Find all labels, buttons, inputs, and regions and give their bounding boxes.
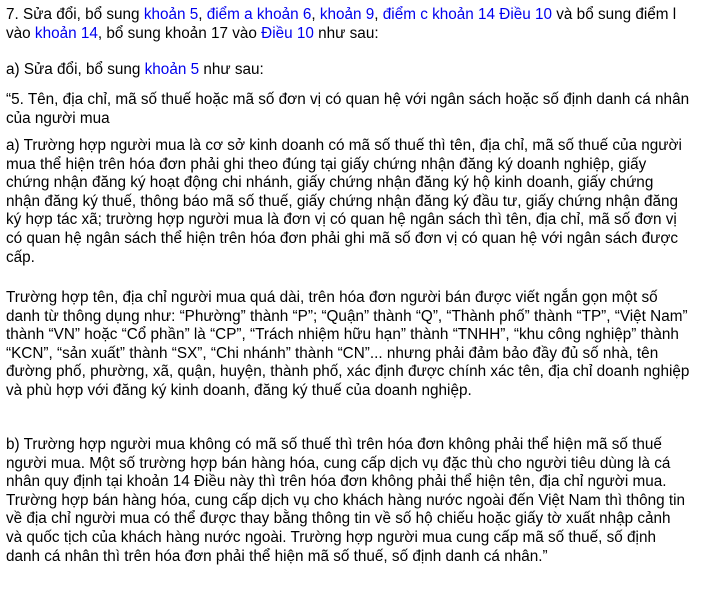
clause-5-title: “5. Tên, địa chỉ, mã số thuế hoặc mã số đơn vị có quan hệ với ngân sách hoặc số định danh cá nhân của người mua	[6, 91, 690, 127]
intro-text-4: ,	[374, 6, 383, 23]
link-khoan-9[interactable]: khoản 9	[319, 6, 375, 23]
intro-text-1: 7. Sửa đổi, bổ sung	[6, 6, 144, 23]
intro-text-8: như sau:	[313, 24, 379, 42]
intro-text-6: và bổ sung điểm l vào	[6, 6, 677, 42]
link-khoan-5[interactable]: khoản 5	[143, 6, 199, 23]
sub-a-text-1: a) Sửa đổi, bổ sung	[6, 61, 145, 78]
intro-text-3: ,	[311, 6, 320, 23]
paragraph-point-b: b) Trường hợp người mua không có mã số thuế thì trên hóa đơn không phải thể hiện mã số thuế người mua. Một số trường hợp bán hàng hóa, cung cấp dịch vụ đặc thù cho người tiêu dùng là cá nhân quy định tại khoản 14 Điều này thì trên hóa đơn không phải thể hiện tên, địa chỉ người mua. Trường hợp bán hàng hóa, cung cấp dịch vụ cho khách hàng nước ngoài đến Việt Nam thì thông tin về địa chỉ người mua có thể được thay bằng thông tin về số hộ chiếu hoặc giấy tờ xuất nhập cảnh và quốc tịch của khách hàng nước ngoài. Trường hợp người mua cung cấp mã số thuế, số định danh cá nhân thì trên hóa đơn phải thể hiện mã số thuế, số định danh cá nhân.”	[6, 436, 686, 565]
link-diem-a-khoan-6[interactable]: điểm a khoản 6	[206, 6, 312, 23]
link-khoan-14[interactable]: khoản 14	[34, 24, 98, 42]
link-diem-c-khoan-14[interactable]: điểm c khoản 14	[382, 6, 496, 23]
amendment-intro	[6, 6, 696, 43]
link-dieu-10[interactable]: Điều 10	[499, 6, 553, 23]
sub-point-a-heading	[6, 61, 696, 80]
intro-text-7: , bổ sung khoản 17 vào	[97, 24, 262, 42]
sub-a-text-2: như sau:	[199, 61, 264, 78]
paragraph-abbreviations: Trường hợp tên, địa chỉ người mua quá dài, trên hóa đơn người bán được viết ngắn gọn một số danh từ thông dụng như: “Phường” thành “P”; “Quận” thành “Q”, “Thành phố” thành “TP”, “Việt Nam” thành “VN” hoặc “Cổ phần” là “CP”, “Trách nhiệm hữu hạn” thành “TNHH”, “khu công nghiệp” thành “KCN”, “sản xuất” thành “SX”, “Chi nhánh” thành “CN”... nhưng phải đảm bảo đầy đủ số nhà, tên đường phố, phường, xã, quận, huyện, thành phố, xác định được chính xác tên, địa chỉ doanh nghiệp và phù hợp với đăng ký kinh doanh, đăng ký thuế của doanh nghiệp.	[6, 289, 690, 399]
intro-text-2: ,	[198, 6, 207, 23]
link-dieu-10-second[interactable]: Điều 10	[261, 24, 314, 42]
paragraph-point-a: a) Trường hợp người mua là cơ sở kinh doanh có mã số thuế thì tên, địa chỉ, mã số thuế của người mua thể hiện trên hóa đơn phải ghi theo đúng tại giấy chứng nhận đăng ký doanh nghiệp, giấy chứng nhận đăng ký hoạt động chi nhánh, giấy chứng nhận đăng ký hộ kinh doanh, giấy chứng nhận đăng ký thuế, thông báo mã số thuế, giấy chứng nhận đăng ký đầu tư, giấy chứng nhận đăng ký hợp tác xã; trường hợp người mua là đơn vị có quan hệ ngân sách thì tên, địa chỉ, mã số đơn vị có quan hệ ngân sách thể hiện trên hóa đơn phải ghi mã số đơn vị có quan hệ với ngân sách được cấp.	[6, 137, 682, 266]
link-khoan-5-sub-a[interactable]: khoản 5	[144, 61, 200, 78]
